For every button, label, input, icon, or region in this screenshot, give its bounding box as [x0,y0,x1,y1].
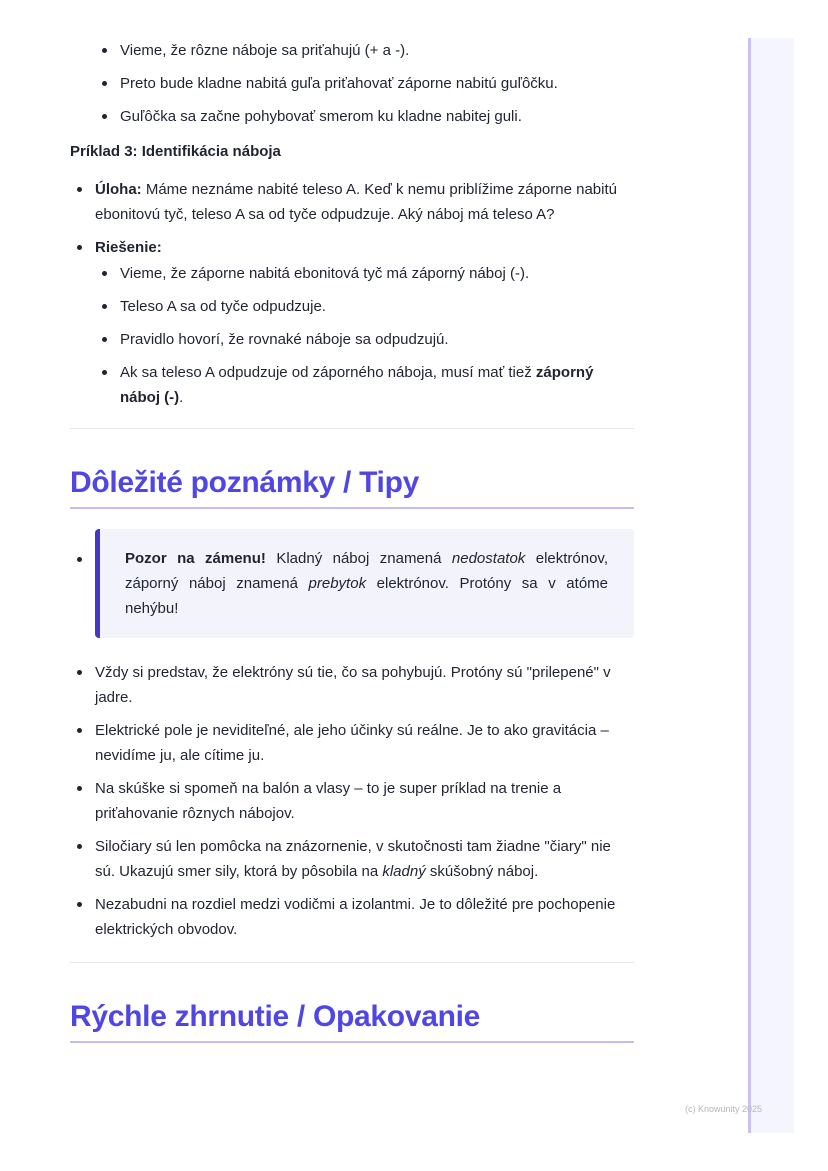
section-heading-summary: Rýchle zhrnutie / Opakovanie [70,997,634,1043]
list-item: Vždy si predstav, že elektróny sú tie, čo sa pohybujú. Protóny sú "prilepené" v jadre. [70,660,634,710]
task-item [70,177,634,227]
list-item: Preto bude kladne nabitá guľa priťahovať záporne nabitú guľôčku. [70,71,634,96]
divider [70,428,634,429]
warning-callout: Pozor na zámenu! Kladný náboj znamená nedostatok elektrónov, záporný náboj znamená prebytok elektrónov. Protóny sa v atóme nehýbu! [95,529,634,638]
list-item: Siločiary sú len pomôcka na znázornenie, v skutočnosti tam žiadne "čiary" nie sú. Ukazujú smer sily, ktorá by pôsobila na kladný skúšobný náboj. [70,834,634,884]
list-item: Elektrické pole je neviditeľné, ale jeho účinky sú reálne. Je to ako gravitácia – nevidíme ju, ale cítime ju. [70,718,634,768]
solution-item [70,235,634,410]
divider [70,962,634,963]
example-3-title: Príklad 3: Identifikácia náboja [70,143,281,160]
section-heading-tips: Dôležité poznámky / Tipy [70,463,634,509]
callout-list-item [70,529,634,638]
attraction-steps-list [70,38,634,129]
copyright-footer: (c) Knowunity 2025 [685,1104,763,1114]
side-panel [748,38,794,1133]
list-item: Vieme, že rôzne náboje sa priťahujú (+ a -). [70,38,634,63]
solution-steps-list [95,261,634,410]
list-item: Ak sa teleso A odpudzuje od záporného náboja, musí mať tiež záporný náboj (-). [70,360,634,410]
solution-label: Riešenie: [95,239,162,256]
list-item: Pravidlo hovorí, že rovnaké náboje sa odpudzujú. [70,327,634,352]
document-content [70,38,634,1043]
answer-bold: záporný náboj (-) [120,364,594,406]
tips-list [70,660,634,942]
task-text: Máme neznáme nabité teleso A. Keď k nemu priblížime záporne nabitú ebonitovú tyč, teleso A sa od tyče odpudzuje. Aký náboj má teleso A? [95,181,617,223]
example-3-list [70,177,634,410]
list-item: Na skúške si spomeň na balón a vlasy – to je super príklad na trenie a priťahovanie rôznych nábojov. [70,776,634,826]
task-label: Úloha: [95,181,142,198]
list-item: Teleso A sa od tyče odpudzuje. [70,294,634,319]
callout-title: Pozor na zámenu! [125,550,266,567]
list-item: Guľôčka sa začne pohybovať smerom ku kladne nabitej guli. [70,104,634,129]
list-item: Vieme, že záporne nabitá ebonitová tyč má záporný náboj (-). [70,261,634,286]
list-item: Nezabudni na rozdiel medzi vodičmi a izolantmi. Je to dôležité pre pochopenie elektrických obvodov. [70,892,634,942]
